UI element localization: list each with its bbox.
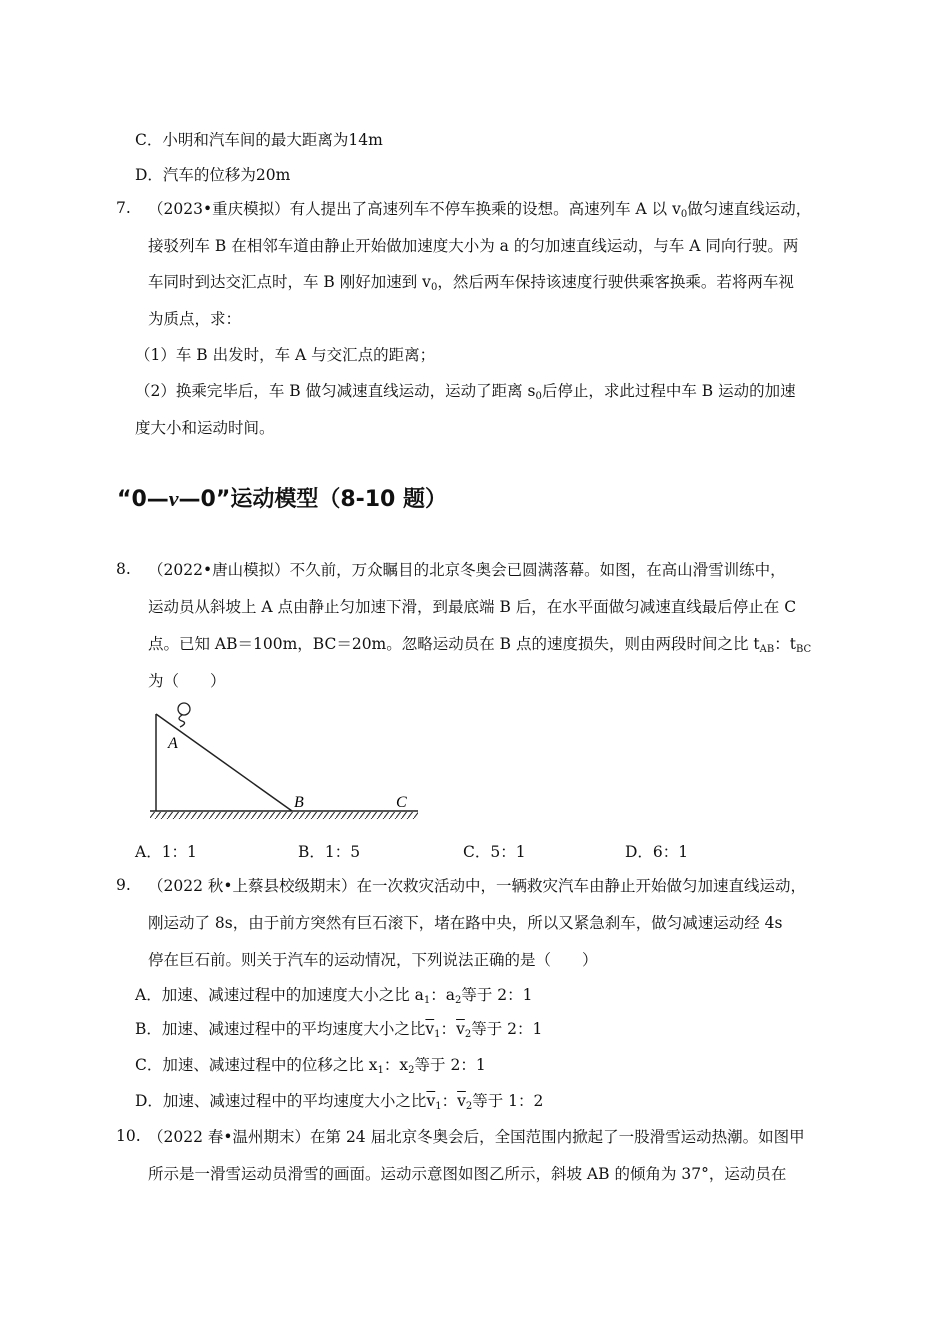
label-c: C [396,794,407,811]
q8-option-b: B．1：5 [298,843,361,861]
q7-part-2-cont: 度大小和运动时间。 [135,419,275,437]
label-a: A [168,735,178,752]
slope-figure [120,698,430,828]
q6-option-d: D．汽车的位移为20m [135,166,291,184]
q8-line-4: 为（ ） [148,672,226,690]
q8-line-3: 点。已知 AB＝100m，BC＝20m。忽略运动员在 B 点的速度损失，则由两段时间之比 $t_{AB}$：$t_{BC}$ [148,635,812,655]
question-number-10: 10. [116,1127,141,1145]
q10-line-1: （2022 春•温州期末）在第 24 届北京冬奥会后，全国范围内掀起了一股滑雪运动热潮。如图甲 [148,1128,805,1146]
q8-option-a: A．1：1 [135,843,197,861]
q7-line-2: 接驳列车 B 在相邻车道由静止开始做加速度大小为 a 的匀加速直线运动，与车 A 同向行驶。两 [148,237,799,255]
q6-option-c: C．小明和汽车间的最大距离为14m [135,131,383,149]
q9-option-a: A．加速、减速过程中的加速度大小之比 $a_1$：$a_2$等于 2：1 [135,986,533,1006]
q10-line-2: 所示是一滑雪运动员滑雪的画面。运动示意图如图乙所示，斜坡 AB 的倾角为 37°，运动员在 [148,1165,787,1183]
q9-line-2: 刚运动了 8s，由于前方突然有巨石滚下，堵在路中央，所以又紧急刹车，做匀减速运动经 4s [148,914,783,932]
ground-hatch [150,812,418,819]
q9-option-b: B．加速、减速过程中的平均速度大小之比$\overline{v}_1$：$\overline{v}_2$等于 2：1 [135,1020,543,1040]
q8-option-c: C．5：1 [463,843,526,861]
q7-line-3: 车同时到达交汇点时，车 B 刚好加速到 $v_0$，然后两车保持该速度行驶供乘客换乘。若将两车视 [148,273,794,293]
q7-part-2: （2）换乘完毕后，车 B 做匀减速直线运动，运动了距离 $s_0$后停止，求此过程中车 B 运动的加速 [135,382,796,402]
q9-line-3: 停在巨石前。则关于汽车的运动情况，下列说法正确的是（ ） [148,951,598,969]
q9-option-c: C．加速、减速过程中的位移之比 $x_1$：$x_2$等于 2：1 [135,1056,486,1076]
question-number-9: 9. [116,876,131,894]
section-heading: “0—v—0”运动模型（8-10 题） [117,486,448,512]
skier-icon [178,703,190,727]
label-b: B [294,794,304,811]
q9-line-1: （2022 秋•上蔡县校级期末）在一次救灾活动中，一辆救灾汽车由静止开始做匀加速直线运动， [148,877,807,895]
question-number-8: 8. [116,560,131,578]
q7-line-4: 为质点，求： [148,310,242,328]
slope-incline [156,714,292,811]
q7-line-1: （2023•重庆模拟）有人提出了高速列车不停车换乘的设想。高速列车 A 以 $v_0$做匀速直线运动， [148,200,812,220]
q9-option-d: D．加速、减速过程中的平均速度大小之比$\overline{v}_1$：$\overline{v}_2$等于 1：2 [135,1092,544,1112]
q8-line-2: 运动员从斜坡上 A 点由静止匀加速下滑，到最底端 B 后，在水平面做匀减速直线最后停止在 C [148,598,797,616]
q7-part-1: （1）车 B 出发时，车 A 与交汇点的距离； [135,346,436,364]
q8-option-d: D．6：1 [625,843,689,861]
q8-line-1: （2022•唐山模拟）不久前，万众瞩目的北京冬奥会已圆满落幕。如图，在高山滑雪训练中， [148,561,786,579]
question-number-7: 7. [116,199,131,217]
